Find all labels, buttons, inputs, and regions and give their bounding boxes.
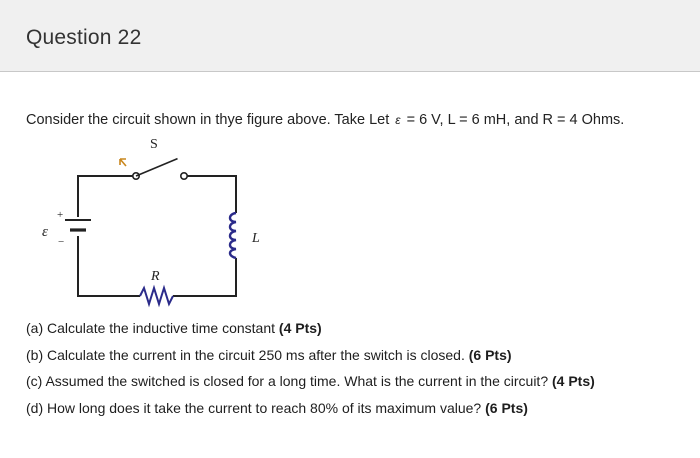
- question-part-points: (4 Pts): [278, 320, 322, 336]
- top-right-wire: [185, 176, 236, 209]
- battery-plus-sign: +: [57, 209, 64, 221]
- resistor-label: R: [151, 269, 160, 284]
- circuit-diagram: [40, 132, 280, 312]
- resistor-icon: [140, 288, 173, 304]
- question-part-text: (a) Calculate the inductive time constant: [26, 320, 279, 336]
- prompt-emf-symbol: ε: [395, 113, 401, 127]
- top-left-wire: [78, 176, 135, 217]
- question-part-d: [26, 398, 595, 425]
- battery-minus-sign: −: [58, 236, 65, 248]
- question-header: [0, 0, 700, 72]
- question-part-text: (b) Calculate the current in the circuit 250 ms after the switch is closed.: [26, 346, 469, 363]
- prompt-text-before: Consider the circuit shown in thye figure above. Take Let: [26, 112, 394, 128]
- question-part-text: (d) How long does it take the current to reach 80% of its maximum value?: [26, 399, 486, 416]
- prompt-text-after: = 6 V, L = 6 mH, and R = 4 Ohms.: [402, 112, 625, 128]
- question-part-a: [26, 318, 595, 345]
- question-part-points: (6 Pts): [485, 399, 528, 416]
- battery-icon: [65, 220, 91, 230]
- switch-label: S: [150, 137, 158, 152]
- emf-label: ε: [42, 224, 48, 240]
- inductor-label: L: [252, 231, 260, 246]
- question-prompt: [26, 112, 624, 128]
- question-part-c: [26, 371, 595, 398]
- question-parts-list: [26, 318, 595, 424]
- question-title: Question 22: [26, 26, 142, 49]
- question-part-points: (6 Pts): [468, 346, 512, 363]
- question-part-text: (c) Assumed the switched is closed for a long time. What is the current in the circuit?: [26, 373, 552, 389]
- right-lower-wire: [173, 258, 236, 296]
- left-lower-wire: [78, 236, 140, 296]
- inductor-icon: [230, 209, 236, 258]
- question-part-points: (4 Pts): [552, 373, 595, 389]
- question-part-b: [26, 345, 595, 372]
